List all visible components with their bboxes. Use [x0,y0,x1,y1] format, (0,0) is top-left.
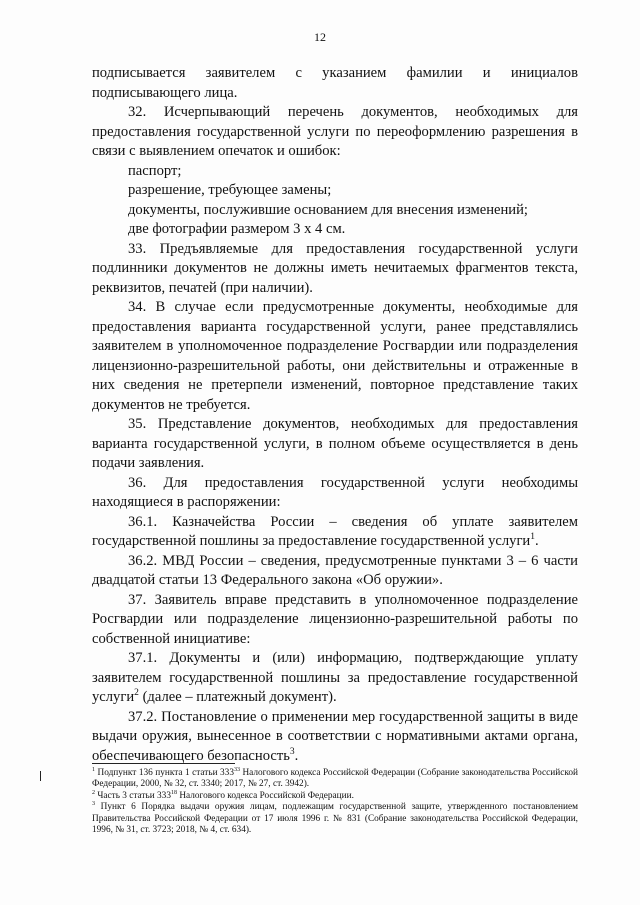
footnote-ref-3[interactable]: 3 [289,746,295,757]
page-number: 12 [314,30,326,44]
paragraph-37: 37. Заявитель вправе представить в уполномоченное подразделение Росгвардии или подразделение лицензионно-разрешительной работы по собственной инициативе: [92,591,578,647]
footnote-2-number: 2 [92,789,96,796]
footnote-3-text: Пункт 6 Порядка выдачи оружия лицам, подлежащим государственной защите, утвержденного постановлением Правительства Российской Федерации от 17 июля 1996 г. № 831 (Собрание законодательства Российской Федерации, 1996, № 31, ст. 3723; 2018, № 4, ст. 634). [92,802,578,836]
paragraph-35: 35. Представление документов, необходимых для предоставления варианта государственной услуги, в полном объеме осуществляется в день подачи заявления. [92,416,578,471]
footnote-1 [92,768,578,791]
list-item: паспорт; [128,162,182,179]
paragraph-37-1 [92,649,578,708]
footnotes [92,768,578,836]
margin-mark [40,771,41,781]
paragraph-32: 32. Исчерпывающий перечень документов, необходимых для предоставления государственной услуги по переоформлению разрешения в связи с выявлением опечаток и ошибок: [92,104,578,159]
list-item: документы, послужившие основанием для внесения изменений; [128,201,528,218]
paragraph-37-2-tail: . [294,747,299,764]
footnote-3 [92,802,578,836]
footnote-separator [92,763,235,764]
paragraph-37-2-text: 37.2. Постановление о применении мер государственной защиты в виде выдачи оружия, вынесенное в соответствии с нормативными актами органа, обеспечивающего безопасность [92,708,578,764]
paragraph-36-2: 36.2. МВД России – сведения, предусмотренные пунктами 3 – 6 части двадцатой статьи 13 Федерального закона «Об оружии». [92,552,578,588]
paragraph-37-1-text: 37.1. Документы и (или) информацию, подтверждающие уплату заявителем государственной пошлины за предоставление государственной услуги [92,650,578,705]
footnote-2-text-rest: Налогового кодекса Российской Федерации. [177,790,354,801]
paragraph-continuation: подписывается заявителем с указанием фамилии и инициалов подписывающего лица. [92,65,578,101]
paragraph-36-1-tail: . [535,533,539,549]
paragraph-34: 34. В случае если предусмотренные документы, необходимые для предоставления варианта государственной услуги, ранее представлялись заявителем в уполномоченное подразделение Росгвардии или подразделения лицензионно-разрешительной работы, они действительны и отраженные в них сведения не претерпели изменений, повторное представление таких документов не требуется. [92,299,578,413]
footnote-ref-2[interactable]: 2 [134,688,139,699]
paragraph-36-1-text: 36.1. Казначейства России – сведения об уплате заявителем государственной пошлины за предоставление государственной услуги [92,513,578,549]
paragraph-36: 36. Для предоставления государственной услуги необходимы находящиеся в распоряжении: [92,474,578,510]
paragraph-36-1 [92,513,578,552]
footnote-2-sup: 18 [170,789,178,796]
footnote-3-number: 3 [92,801,96,808]
paragraph-33: 33. Предъявляемые для предоставления государственной услуги подлинники документов не должны иметь нечитаемых фрагментов текста, реквизитов, печатей (при наличии). [92,240,578,296]
footnote-2-text: Часть 3 статьи 333 [95,790,171,801]
footnote-1-sup: 33 [233,766,240,773]
list-item: две фотографии размером 3 x 4 см. [128,221,346,237]
paragraph-37-2 [92,708,578,767]
list-item: разрешение, требующее замены; [128,182,332,198]
footnote-ref-1[interactable]: 1 [530,532,535,543]
footnote-1-text-rest: Налогового кодекса Российской Федерации (Собрание законодательства Российской Федерации, 2000, № 32, ст. 3340; 2017, № 27, ст. 3942). [92,768,578,790]
footnote-1-number: 1 [92,766,96,773]
footnote-1-text: Подпункт 136 пункта 1 статьи 333 [95,768,234,778]
footnote-2 [92,791,578,802]
document-body [92,64,578,766]
paragraph-37-1-tail: (далее – платежный документ). [142,689,337,705]
